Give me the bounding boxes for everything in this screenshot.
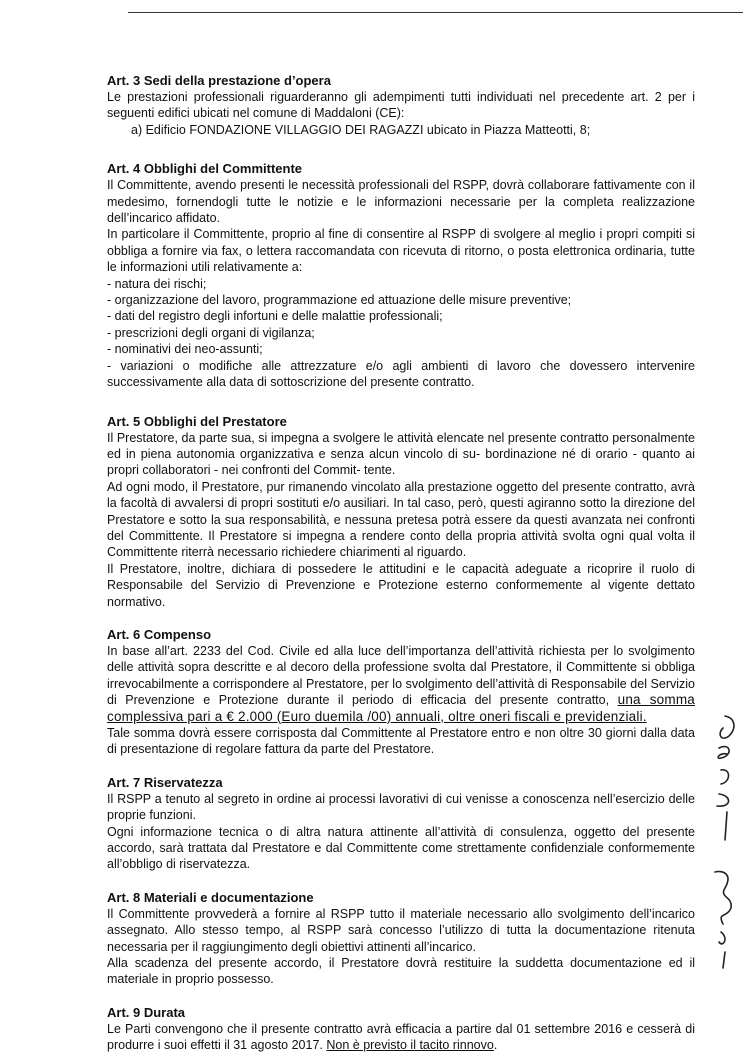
art5-paragraph-2: Ad ogni modo, il Prestatore, pur rimanendo vincolato alla prestazione oggetto del presente contratto, avrà la facoltà di avvalersi di propri sostituti e/o ausiliari. In tal caso, però, questi agiranno sotto la direzione del Prestatore e sotto la sua responsabilità, e nessuna pretesa potrà essere da questi avanzata nei confronti del Committente. Il Prestatore si impegna a rendere conto della propria attività svolta ogni qual volta il Committente riterrà necessario richiedere chiarimenti al riguardo. — [107, 479, 695, 560]
art4-list-item-last: - variazioni o modifiche alle attrezzature e/o agli ambienti di lavoro che dovessero intervenire successivamente alla data di sottoscrizione del presente contratto. — [107, 358, 695, 390]
section-art3 — [107, 72, 695, 138]
art4-paragraph-2: In particolare il Committente, proprio al fine di consentire al RSPP di svolgere al meglio i propri compiti si obbliga a fornire via fax, o lettera raccomandata con ricevuta di ritorno, o posta elettronica ordinaria, tutte le informazioni utili relativamente a: — [107, 227, 695, 275]
art8-title: Art. 8 Materiali e documentazione — [107, 889, 314, 905]
art6-amount-underlined: una somma complessiva pari a € 2.000 (Euro duemila /00) annuali, oltre oneri fiscali e previdenziali. — [107, 692, 695, 724]
art7-paragraph-1: Il RSPP a tenuto al segreto in ordine ai processi lavorativi di cui venisse a conoscenza nell’esercizio delle proprie funzioni. — [107, 791, 695, 823]
art7-title: Art. 7 Riservatezza — [107, 774, 223, 790]
art8-paragraph-2: Alla scadenza del presente accordo, il Prestatore dovrà restituire la suddetta documentazione ed il materiale in proprio possesso. — [107, 956, 695, 987]
section-art5 — [107, 413, 695, 610]
art9-paragraph-1 — [107, 1021, 695, 1054]
contract-page — [107, 72, 695, 1054]
art5-title: Art. 5 Obblighi del Prestatore — [107, 413, 287, 429]
art4-list-item: - nominativi dei neo-assunti; — [107, 342, 263, 357]
art4-list-item: - organizzazione del lavoro, programmazione ed attuazione delle misure preventive; — [107, 293, 572, 308]
top-border-line — [128, 12, 743, 13]
art6-text: In base all’art. 2233 del Cod. Civile ed alla luce dell’importanza dell’attività richiesta per lo svolgimento delle attività sopra descritte e al decoro della professione svolta dal Prestatore, il Committente si obbliga irrevocabilmente a corrispondere al Prestatore, per lo svolgimento dell’attività di Responsabile del Servizio di Prevenzione e Protezione durante il periodo di efficacia del presente contratto, — [107, 643, 695, 708]
art4-title: Art. 4 Obblighi del Committente — [107, 161, 303, 177]
section-art6 — [107, 626, 695, 758]
handwritten-signature — [709, 712, 741, 1012]
art6-paragraph-2: Tale somma dovrà essere corrisposta dal Committente al Prestatore entro e non oltre 30 giorni dalla data di presentazione di regolare fattura da parte del Prestatore. — [107, 726, 695, 757]
art4-list-item: - natura dei rischi; — [107, 276, 207, 291]
art3-text: Le prestazioni professionali riguarderanno gli adempimenti tutti individuati nel precedente art. 2 per i seguenti edifici ubicati nel comune di Maddaloni (CE): — [107, 90, 695, 121]
art3-item-a: a) Edificio FONDAZIONE VILLAGGIO DEI RAGAZZI ubicato in Piazza Matteotti, 8; — [131, 122, 591, 137]
art3-title: Art. 3 Sedi della prestazione d’opera — [107, 73, 331, 88]
section-art9 — [107, 1004, 695, 1054]
art9-text: Le Parti convengono che il presente contratto avrà efficacia a partire dal 01 settembre 2016 e cesserà di produrre i suoi effetti il 31 agosto 2017. — [107, 1021, 695, 1053]
art9-title: Art. 9 Durata — [107, 1004, 186, 1020]
art6-title: Art. 6 Compenso — [107, 626, 212, 642]
art5-paragraph-1: Il Prestatore, da parte sua, si impegna a svolgere le attività elencate nel presente contratto personalmente ed in piena autonomia organizzativa e senza alcun vincolo di su- bordinazione né di orario - quanto ai propri collaboratori - nei confronti del Commit- tente. — [107, 430, 695, 478]
section-art4 — [107, 160, 695, 390]
art7-paragraph-2: Ogni informazione tecnica o di altra natura attinente all’attività di consulenza, oggetto del presente accordo, sarà trattata dal Prestatore e dal Committente come strettamente confidenziale conformemente all’obbligo di riservatezza. — [107, 824, 695, 872]
art4-list-item: - prescrizioni degli organi di vigilanza; — [107, 325, 315, 340]
art4-paragraph-1: Il Committente, avendo presenti le necessità professionali del RSPP, dovrà collaborare fattivamente con il medesimo, fornendogli tutte le notizie e le informazioni necessarie per la completa realizzazione dell’incarico affidato. — [107, 178, 695, 226]
section-art7 — [107, 774, 695, 873]
art9-no-renewal-underlined: Non è previsto il tacito rinnovo — [326, 1038, 494, 1053]
section-art8 — [107, 889, 695, 988]
art4-list-item: - dati del registro degli infortuni e delle malattie professionali; — [107, 309, 443, 324]
art8-paragraph-1: Il Committente provvederà a fornire al RSPP tutto il materiale necessario allo svolgimento dell’incarico assegnato. Allo stesso tempo, al RSPP sarà concesso l’utilizzo di tutta la documentazione ritenuta necessaria per il raggiungimento degli obiettivi attinenti all’incarico. — [107, 906, 695, 954]
art6-paragraph-1 — [107, 643, 695, 725]
art9-text-end: . — [493, 1038, 498, 1053]
art5-paragraph-3: Il Prestatore, inoltre, dichiara di possedere le attitudini e le capacità adeguate a ricoprire il ruolo di Responsabile del Servizio di Prevenzione e Protezione esterno conformemente al vigente dettato normativo. — [107, 561, 695, 609]
